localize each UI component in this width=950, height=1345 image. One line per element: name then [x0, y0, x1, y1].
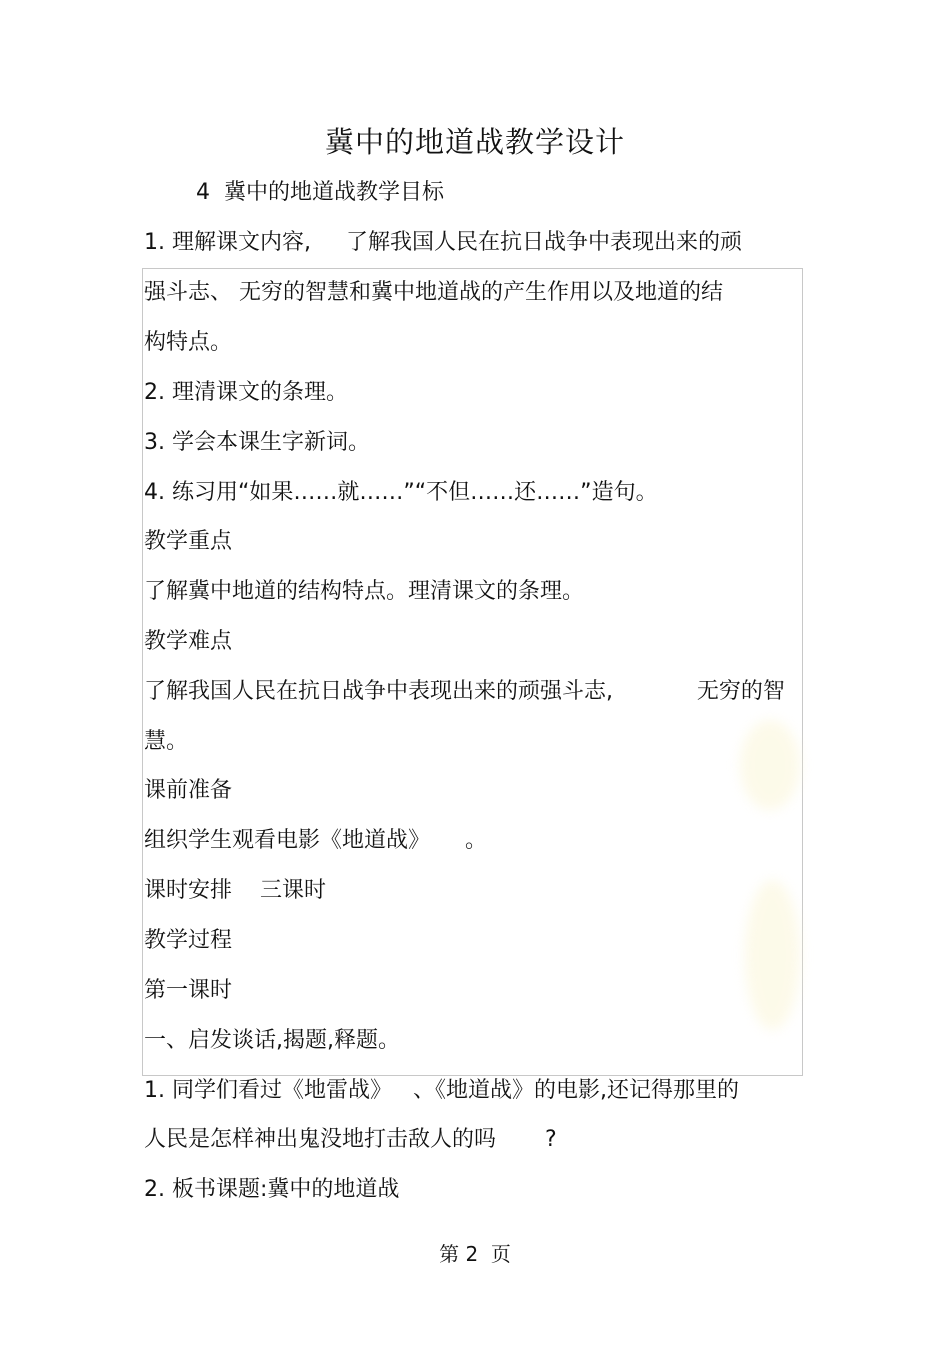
document-title: 冀中的地道战教学设计 [324, 125, 625, 159]
background-stain [745, 880, 800, 1030]
text-line: 4. 练习用“如果……就……”“不但……还……”造句。 [144, 480, 658, 505]
text-line: 2. 理清课文的条理。 [144, 380, 348, 405]
section-heading: 教学过程 [144, 928, 233, 953]
section-heading: 第一课时 [144, 978, 233, 1003]
background-stain [740, 720, 800, 810]
text-line: 人民是怎样神出鬼没地打击敌人的吗 ? [144, 1127, 557, 1152]
text-line: 了解我国人民在抗日战争中表现出来的顽强斗志, 无穷的智 [144, 679, 785, 704]
text-line: 2. 板书课题:冀中的地道战 [144, 1177, 400, 1202]
text-line: 强斗志、 无穷的智慧和冀中地道战的产生作用以及地道的结 [144, 280, 723, 305]
text-line: 一、启发谈话,揭题,释题。 [144, 1028, 400, 1053]
text-line: 1. 理解课文内容, 了解我国人民在抗日战争中表现出来的顽 [144, 230, 742, 255]
text-line: 组织学生观看电影《地道战》 。 [144, 828, 487, 853]
text-line: 了解冀中地道的结构特点。理清课文的条理。 [144, 579, 585, 604]
subtitle: 4 冀中的地道战教学目标 [196, 180, 444, 205]
text-line: 构特点。 [144, 330, 233, 355]
page-number: 第 2 页 [439, 1242, 511, 1266]
section-heading: 教学难点 [144, 629, 233, 654]
section-heading: 课前准备 [144, 778, 233, 803]
section-heading: 教学重点 [144, 529, 233, 554]
text-line: 慧。 [144, 729, 189, 754]
text-line: 课时安排 三课时 [144, 878, 326, 903]
text-line: 3. 学会本课生字新词。 [144, 430, 370, 455]
text-line: 1. 同学们看过《地雷战》 、《地道战》的电影,还记得那里的 [144, 1078, 739, 1103]
